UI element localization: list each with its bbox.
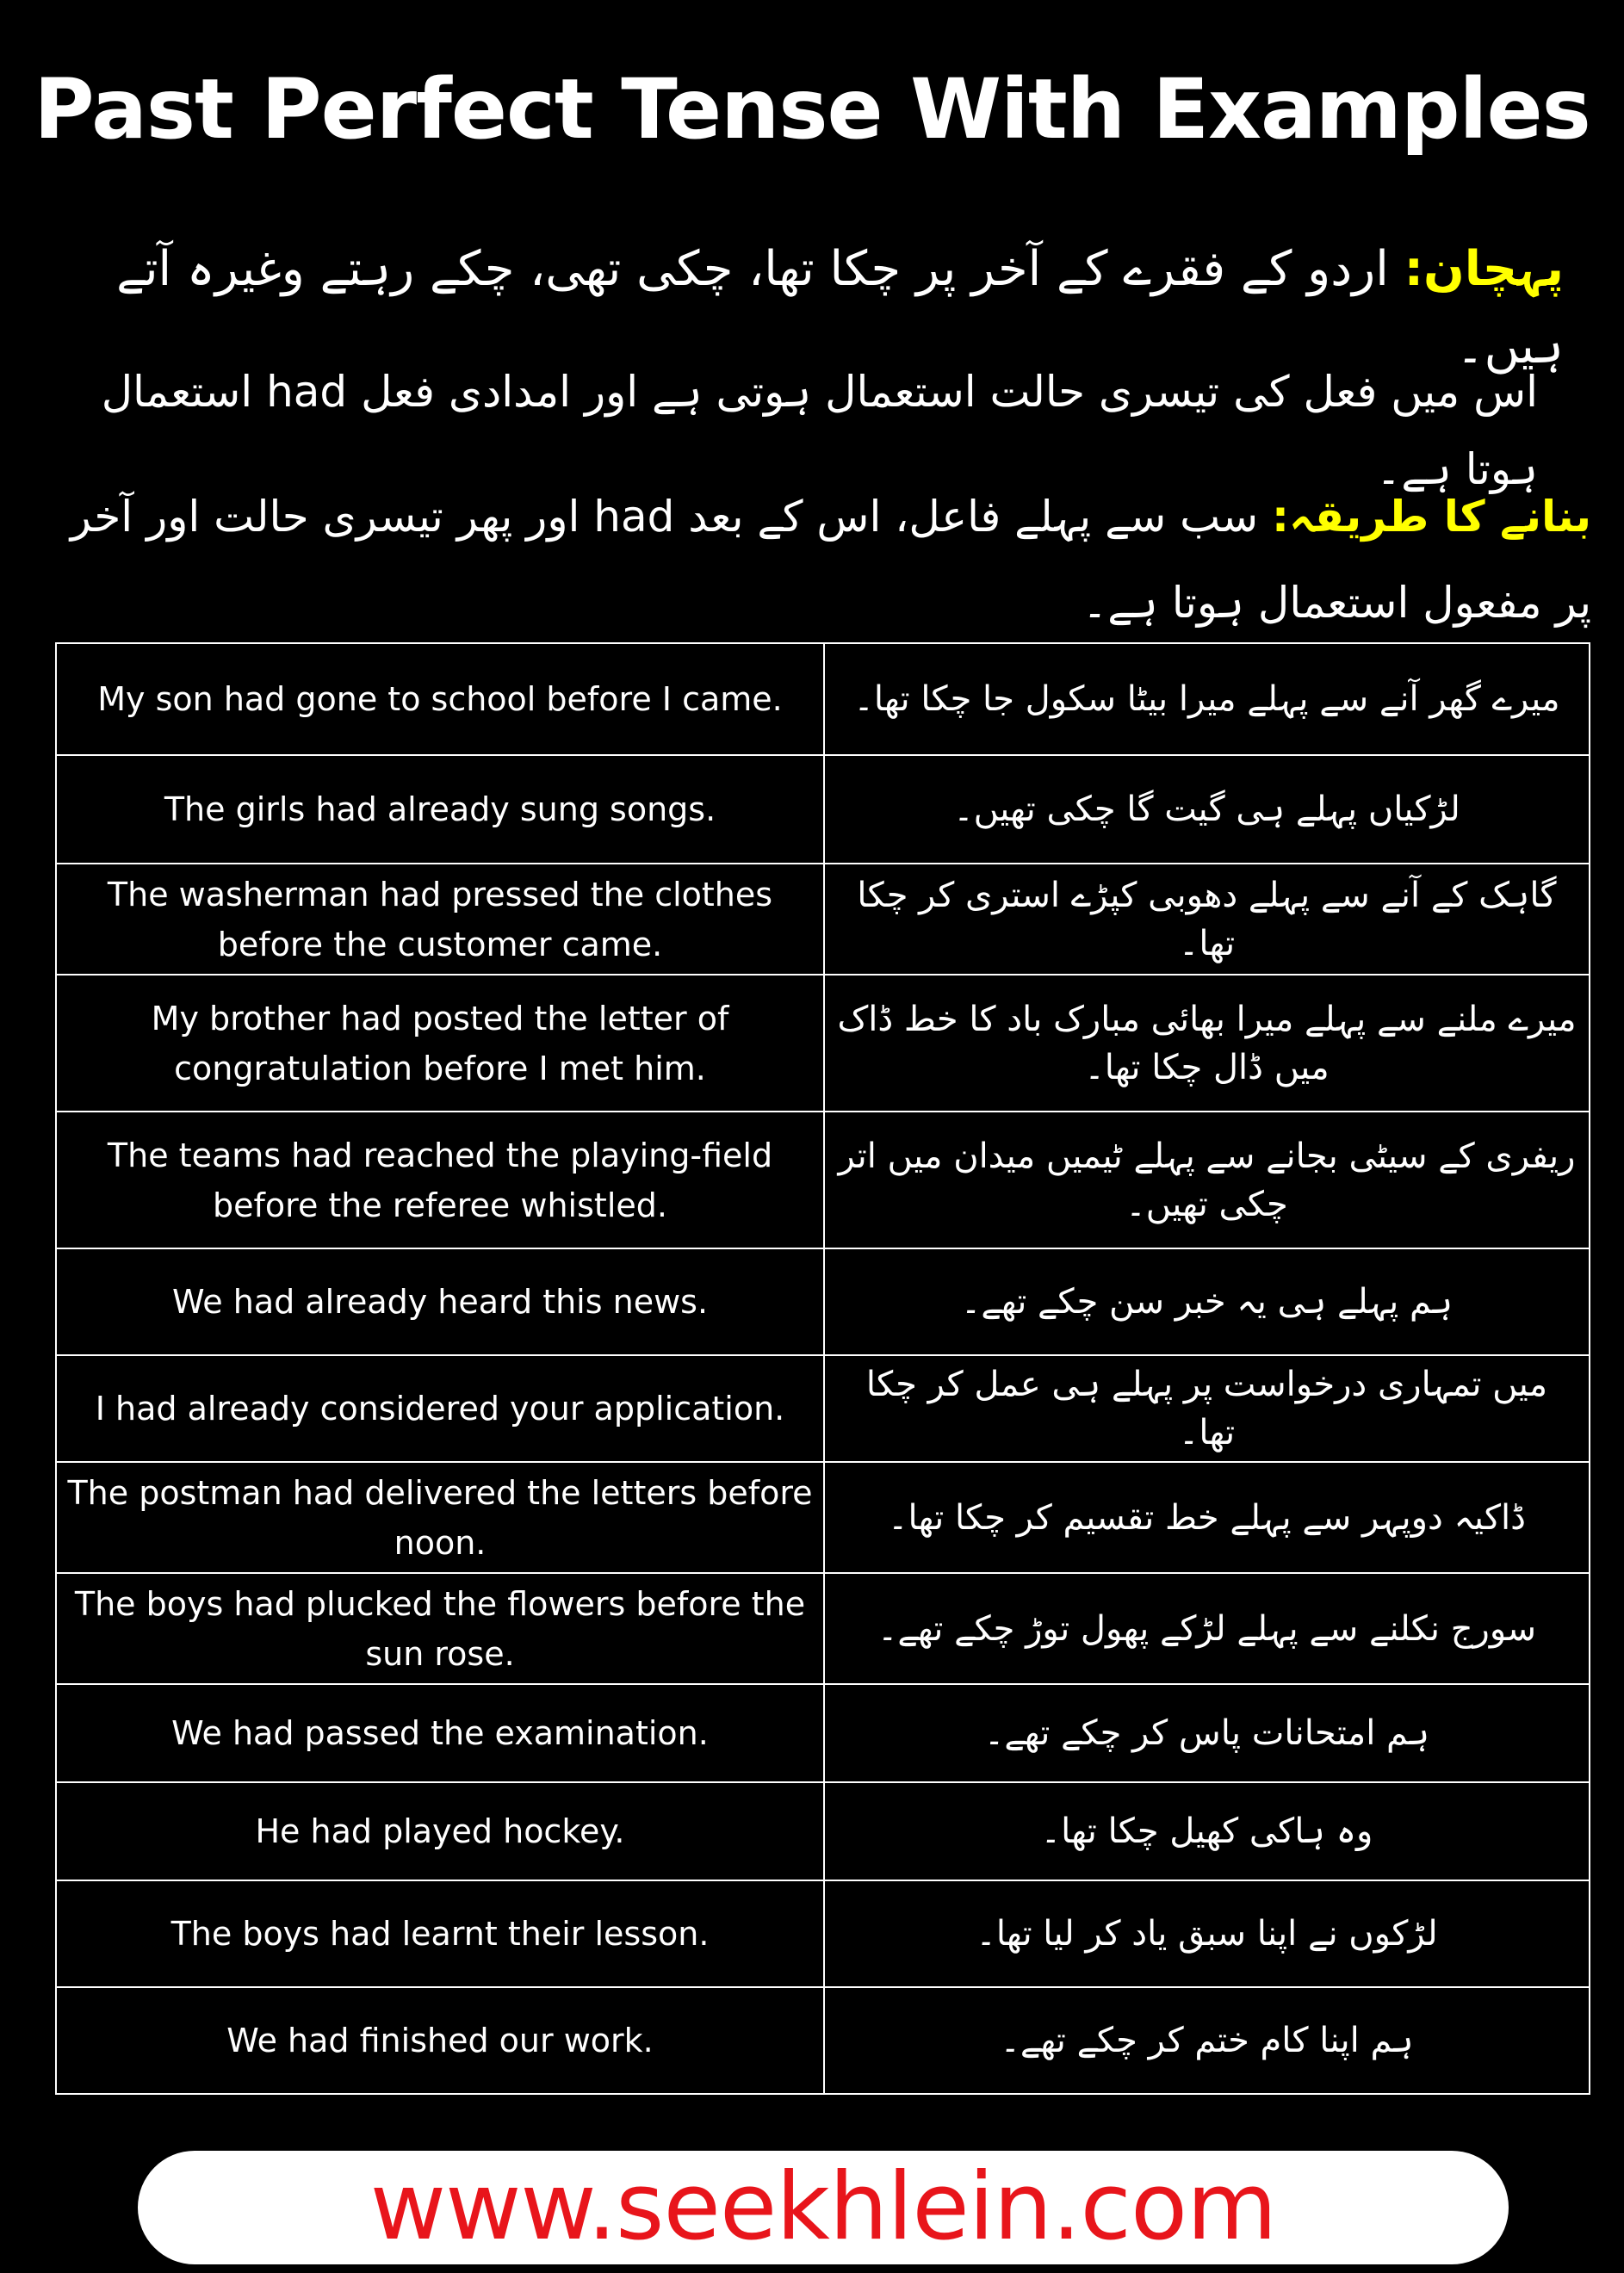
website-banner: www.seekhlein.com — [138, 2151, 1509, 2264]
identification-label: پہچان: — [1404, 241, 1564, 297]
method-text-before: سب سے پہلے فاعل، اس کے بعد — [688, 492, 1259, 542]
table-row — [56, 1684, 1590, 1782]
english-sentence: My brother had posted the letter of congratulation before I met him. — [56, 975, 824, 1112]
urdu-translation: ہم اپنا کام ختم کر چکے تھے۔ — [824, 1987, 1590, 2094]
table-row — [56, 1782, 1590, 1880]
table-row — [56, 755, 1590, 864]
examples-table — [55, 642, 1590, 2095]
english-sentence: The teams had reached the playing-field before the referee whistled. — [56, 1112, 824, 1248]
english-sentence: We had already heard this news. — [56, 1248, 824, 1355]
method-keyword: had — [593, 492, 675, 542]
identification-text: اردو کے فقرے کے آخر پر چکا تھا، چکی تھی، چکے رہتے وغیرہ آتے ہیں۔ — [116, 241, 1564, 375]
english-sentence: The boys had learnt their lesson. — [56, 1880, 824, 1987]
urdu-translation: لڑکوں نے اپنا سبق یاد کر لیا تھا۔ — [824, 1880, 1590, 1987]
english-sentence: We had passed the examination. — [56, 1684, 824, 1782]
method-line — [24, 474, 1591, 646]
urdu-translation: ہم پہلے ہی یہ خبر سن چکے تھے۔ — [824, 1248, 1590, 1355]
urdu-translation: میں تمہاری درخواست پر پہلے ہی عمل کر چکا تھا۔ — [824, 1355, 1590, 1462]
english-sentence: We had finished our work. — [56, 1987, 824, 2094]
urdu-translation: وہ ہاکی کھیل چکا تھا۔ — [824, 1782, 1590, 1880]
english-sentence: The washerman had pressed the clothes before the customer came. — [56, 864, 824, 975]
table-row — [56, 1248, 1590, 1355]
english-sentence: He had played hockey. — [56, 1782, 824, 1880]
urdu-translation: سورج نکلنے سے پہلے لڑکے پھول توڑ چکے تھے۔ — [824, 1573, 1590, 1684]
usage-text-after: استعمال ہوتا ہے۔ — [101, 367, 1538, 494]
urdu-translation: ریفری کے سیٹی بجانے سے پہلے ٹیمیں میدان میں اتر چکی تھیں۔ — [824, 1112, 1590, 1248]
english-sentence: The postman had delivered the letters before noon. — [56, 1462, 824, 1573]
usage-text-before: اس میں فعل کی تیسری حالت استعمال ہوتی ہے اور امدادی فعل — [361, 367, 1538, 417]
urdu-translation: میرے ملنے سے پہلے میرا بھائی مبارک باد کا خط ڈاک میں ڈال چکا تھا۔ — [824, 975, 1590, 1112]
method-label: بنانے کا طریقہ: — [1272, 492, 1591, 542]
urdu-translation: گاہک کے آنے سے پہلے دھوبی کپڑے استری کر چکا تھا۔ — [824, 864, 1590, 975]
usage-keyword: had — [266, 367, 348, 417]
table-row — [56, 1462, 1590, 1573]
urdu-translation: لڑکیاں پہلے ہی گیت گا چکی تھیں۔ — [824, 755, 1590, 864]
table-row — [56, 864, 1590, 975]
english-sentence: My son had gone to school before I came. — [56, 643, 824, 755]
table-row — [56, 643, 1590, 755]
english-sentence: The boys had plucked the flowers before the sun rose. — [56, 1573, 824, 1684]
method-text-after: اور پھر تیسری حالت اور آخر پر مفعول استعمال ہوتا ہے۔ — [70, 492, 1591, 628]
english-sentence: I had already considered your application. — [56, 1355, 824, 1462]
table-row — [56, 975, 1590, 1112]
urdu-translation: ہم امتحانات پاس کر چکے تھے۔ — [824, 1684, 1590, 1782]
urdu-translation: میرے گھر آنے سے پہلے میرا بیٹا سکول جا چکا تھا۔ — [824, 643, 1590, 755]
table-row — [56, 1573, 1590, 1684]
table-row — [56, 1112, 1590, 1248]
urdu-translation: ڈاکیہ دوپہر سے پہلے خط تقسیم کر چکا تھا۔ — [824, 1462, 1590, 1573]
page-title: Past Perfect Tense With Examples — [34, 61, 1590, 158]
table-row — [56, 1987, 1590, 2094]
table-row — [56, 1880, 1590, 1987]
english-sentence: The girls had already sung songs. — [56, 755, 824, 864]
table-row — [56, 1355, 1590, 1462]
